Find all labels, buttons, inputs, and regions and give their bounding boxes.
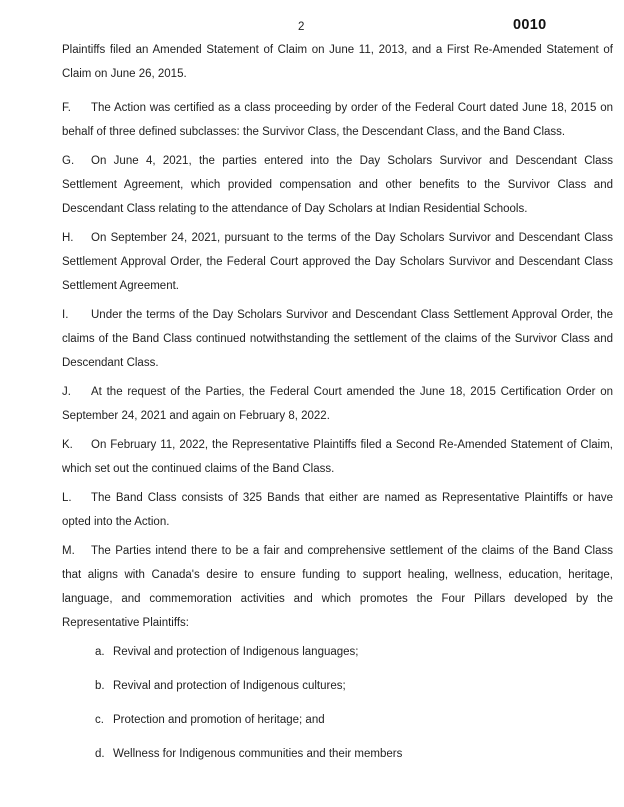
list-marker: c. — [95, 714, 104, 726]
list-item-text: Revival and protection of Indigenous languages; — [113, 646, 359, 658]
paragraph-K — [62, 433, 613, 481]
list-item-text: Revival and protection of Indigenous cultures; — [113, 680, 346, 692]
list-item — [95, 640, 613, 664]
paragraph-text: The Action was certified as a class proceeding by order of the Federal Court dated June 18, 2015 on behalf of three defined subclasses: the Survivor Class, the Descendant Class, and the Band Class. — [62, 102, 613, 138]
list-item — [95, 742, 613, 766]
paragraph-G — [62, 149, 613, 221]
paragraph-M — [62, 539, 613, 635]
paragraph-text: On June 4, 2021, the parties entered into the Day Scholars Survivor and Descendant Class Settlement Agreement, which provided compensation and other benefits to the Survivor Class and Descendant Class relating to the attendance of Day Scholars at Indian Residential Schools. — [62, 155, 613, 215]
paragraph-I — [62, 303, 613, 375]
paragraph-label: G. — [62, 155, 75, 167]
paragraph-label: L. — [62, 492, 72, 504]
paragraph-label: I. — [62, 309, 69, 321]
paragraph-L — [62, 486, 613, 534]
paragraph-text: At the request of the Parties, the Federal Court amended the June 18, 2015 Certification Order on September 24, 2021 and again on February 8, 2022. — [62, 386, 613, 422]
paragraph-text: The Parties intend there to be a fair and comprehensive settlement of the claims of the Band Class that aligns with Canada's desire to ensure funding to support healing, wellness, education, heritage, language, and commemoration activities and which promotes the Four Pillars developed by the Representative Plaintiffs: — [62, 545, 613, 629]
document-body — [62, 38, 613, 776]
paragraph-J — [62, 380, 613, 428]
page-number: 2 — [298, 21, 305, 33]
paragraph-text: The Band Class consists of 325 Bands that either are named as Representative Plaintiffs or have opted into the Action. — [62, 492, 613, 528]
paragraph-H — [62, 226, 613, 298]
paragraph-label: K. — [62, 439, 73, 451]
list-marker: a. — [95, 646, 105, 658]
paragraph-label: M. — [62, 545, 75, 557]
paragraph-label: F. — [62, 102, 71, 114]
list-item-text: Protection and promotion of heritage; and — [113, 714, 325, 726]
list-marker: d. — [95, 748, 105, 760]
paragraph-label: H. — [62, 232, 74, 244]
paragraph-label: J. — [62, 386, 71, 398]
paragraph-text: Under the terms of the Day Scholars Survivor and Descendant Class Settlement Approval Order, the claims of the Band Class continued notwithstanding the settlement of the claims of the Survivor Class and Descendant Class. — [62, 309, 613, 369]
paragraph-intro: Plaintiffs filed an Amended Statement of Claim on June 11, 2013, and a First Re-Amended Statement of Claim on June 26, 2015. — [62, 44, 613, 80]
list-item-text: Wellness for Indigenous communities and their members — [113, 748, 403, 760]
bates-stamp: 0010 — [513, 17, 547, 33]
list-marker: b. — [95, 680, 105, 692]
paragraph-text: On September 24, 2021, pursuant to the terms of the Day Scholars Survivor and Descendant Class Settlement Approval Order, the Federal Court approved the Day Scholars Survivor and Descendant Class Settlement Agreement. — [62, 232, 613, 292]
paragraph-text: On February 11, 2022, the Representative Plaintiffs filed a Second Re-Amended Statement of Claim, which set out the continued claims of the Band Class. — [62, 439, 613, 475]
list-item — [95, 708, 613, 732]
four-pillars-list — [62, 640, 613, 766]
paragraph-F — [62, 96, 613, 144]
list-item — [95, 674, 613, 698]
